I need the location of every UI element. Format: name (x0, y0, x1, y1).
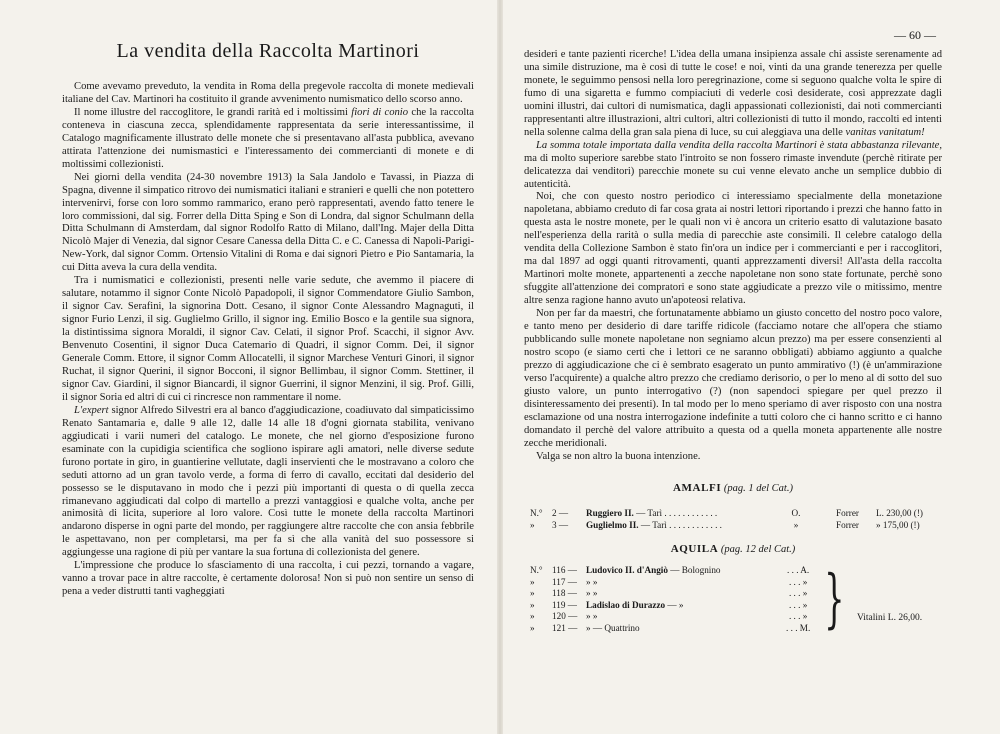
coin-description: Ruggiero II. — Tarì . . . . . . . . . . . . (586, 508, 718, 519)
catalog-section (524, 482, 942, 531)
price: » 175,00 (!) (876, 519, 920, 530)
lot-prefix: » (530, 611, 535, 622)
coin-description: » » (586, 611, 598, 622)
lot-prefix: N.° (530, 508, 543, 519)
left-page-body (62, 81, 474, 599)
metal-mark: . . . » (788, 599, 808, 610)
paragraph: Noi, che con questo nostro periodico ci interessiamo specialmente della monetazione napoletana, abbiamo creduto di far cosa grata ai nostri lettori riportando i prezzi che hanno fatto in questa asta le nostre monete, per le quali non vi è ancora un criterio esatto di valutazione basato nell'esperienza della rarità o sulla media di parecchie aste consimili. Il celebre catalogo della vendita della Collezione Sambon è stato fin'ora un indice per i commercianti e per i raccoglitori, ma dal 1897 ad oggi quanti ritrovamenti, quanti apprezzamenti diversi! All'asta della raccolta Martinori molte monete, appartenenti a zecche napoletane non sono state fortunate, perchè sono sfuggite all'attenzione dei compratori e sono state aggiudicate a prezzo vile o mitissimo, mentre altre senza ragione hanno avuto un'apoteosi relativa. (524, 191, 942, 307)
section-heading (524, 482, 942, 494)
brace-glyph: } (824, 562, 845, 636)
coin-description: Ludovico II. d'Angiò — Bolognino (586, 565, 721, 576)
section-catalog-ref: (pag. 1 del Cat.) (721, 482, 793, 494)
metal-mark: . . . » (788, 576, 808, 587)
lot-prefix: N.° (530, 565, 543, 576)
metal-mark: . . . » (788, 611, 808, 622)
paragraph: Nei giorni della vendita (24-30 novembre 1913) la Sala Jandolo e Tavassi, in Piazza di Spagna, divenne il simpatico ritrovo dei numismatici italiani e stranieri e quelli che non potettero intervenirvi, forse con loro sommo rammarico, erano però rappresentati, avendo fatto tenere le loro commissioni, dal sig. Forrer della Ditta Sping e Son di Londra, dal signor Schulmann della Ditta Schulmann di Amsterdam, dal signor Rodolfo Ratto di Milano, dall'Ing. Majer della Ditta Nicolò Majer di Venezia, dal signor Cesare Canessa della Ditta C. e C. Canessa di Napoli-Parigi-New-York, dal signor Comm. Ortensio Vitalini di Roma e dai signori Pietro e Pio Santamaria, la cui Ditta aveva la cura della vendita. (62, 171, 474, 274)
price-list (524, 482, 942, 634)
buyer: Forrer (836, 508, 859, 519)
paragraph: Non per far da maestri, che fortunatamente abbiamo un giusto concetto del nostro poco valore, e tanto meno per desiderio di dare tariffe ridicole (facciamo notare che all'opera che stiamo pubblicando sulle monete napoletane non segniamo alcun prezzo) ma per essere consenzienti al nostro scopo (e siamo certi che i lettori ce ne saranno obbligati) abbiamo aggiunto a qualche prezzo di aggiudicazione che ci è sembrato esagerato un punto ammirativo (!) (è un'ammirazione verso l'acquirente) a qualche altro prezzo che crediamo derisorio, o per lo meno al di sotto del suo giusto valore, un punto interrogativo (?) (non sapendoci spiegare per quel prezzo il disinteressamento dei presenti). In tal modo per lo meno speriamo di aver risposto con una nostra esclamazione od una nostra interrogazione indefinite a tutti coloro che ci hanno scritto e ci hanno domandato il perchè del valore attribuito a questa od a quella moneta appartenente alle nostre zecche meridionali. (524, 308, 942, 449)
section-heading (524, 543, 942, 555)
coin-description: » — Quattrino (586, 622, 640, 633)
paragraph: L'impressione che produce lo sfasciamento di una raccolta, i cui pezzi, tornando a vagare, vanno a trovar pace in altre raccolte, è certamente dolorosa! Non si può non sentire un senso di pena a veder distrutti tanti vagheggiati (62, 560, 474, 598)
paragraph: desideri e tante pazienti ricerche! L'idea della umana insipienza assale chi assiste serenamente ad una simile distruzione, ma è così di tutte le cose! e noi, vinti da una grande tenerezza per quelle monete, le seguimmo pensosi nella loro peregrinazione, come si seguono qualche volta le spire di fumo di una sigaretta e fummo compiaciuti di vederle così desiderate, così apprezzate dagli uomini illustri, dai cultori di numismatica, dagli appassionati collezionisti, dai noti commercianti rappresentanti altre illustrazioni, altri cultori, altri collezionisti di tutto il mondo, raccolti ed intenti nella solenne calma della gran sala piena di luce, su cui aleggiava una delle vanitas vanitatum! (524, 49, 942, 138)
paragraph: L'expert signor Alfredo Silvestri era al banco d'aggiudicazione, coadiuvato dal simpaticissimo Renato Santamaria e, dalle 9 alle 12, dalle 14 alle 18 d'ogni giornata stabilita, venivano aggiudicati i varii numeri del catalogo. Le monete, che nel giorno d'esposizione furono esaminate con la cupidigia scientifica che sogliono ispirare agli amatori, nelle diverse sedute furono portate in giro, in guantierine vellutate, dagli inservienti che le mostravano a coloro che seduti attorno ad un gran tavolo verde, a forma di ferro di cavallo, eccitati dal desiderio del possesso se le disputavano in modo che i pezzi più importanti di questa o di quella zecca rimanevano aggiudicati dal colpo di martello a prezzi vantaggiosi e qualche volta, anche per animosità di licita, superiore al loro valore. Così tutte le monete della raccolta Martinori andarono disperse in ogni parte del mondo, per raggiungere altre raccolte che con ansia febbrile le aspettavano, non per completarsi, ma per fa sì che alla vanità del suo possessore si aggiungesse una ragione di più per vantare la sua fortuna di collezionista del genere. (62, 404, 474, 559)
paragraph: Valga se non altro la buona intenzione. (536, 450, 701, 462)
italic-phrase: L'expert (74, 404, 109, 416)
lot-number: 118 — (552, 588, 577, 599)
lot-prefix: » (530, 588, 535, 599)
price-table (530, 508, 942, 531)
lot-prefix: » (530, 599, 535, 610)
coin-description: » » (586, 588, 598, 599)
section-catalog-ref: (pag. 12 del Cat.) (718, 543, 796, 555)
italic-phrase: fiori di conio (351, 106, 409, 118)
paragraph: Tra i numismatici e collezionisti, presenti nelle varie sedute, che avemmo il piacere di salutare, notammo il signor Conte Nicolò Papadopoli, il signor Commendatore Giulio Sambon, il signor Cav. Serafini, la signorina Dott. Cesano, il signor Conte Alessandro Magnaguti, il signor Furio Lenzi, il sig. Guglielmo Grillo, il signor ing. Emilio Bosco e la gentile sua signora, la distintissima signora Moraldi, il signor Cav. Celati, il signor Prof. Scacchi, il signor Avv. Benvenuto Cosentini, il signor Duca Catemario di Quadri, il signor Comm. Dei, il signor Generale Comm. Ettore, il signor Comm Allocatelli, il signor Marchese Venturi Ginori, il signor Ruchat, il signor Querini, il signor Bocconi, il signor Bellimbau, il signor Comm. Stettiner, il signor Cav. Giardini, il signor Biancardi, il signor Guerrini, il signor Menzini, il sig. Prof. Gilli, il signor Soria ed altri di cui ci rincresce non rammentare il nome. (62, 275, 474, 403)
section-mint-name: AQUILA (670, 542, 719, 555)
catalog-section (524, 543, 942, 634)
price-table (530, 562, 923, 636)
article-title: La vendita della Raccolta Martinori (116, 40, 420, 62)
coin-description: Ladislao di Durazzo — » (586, 599, 684, 610)
metal-mark: . . . M. (786, 622, 811, 633)
lot-prefix: » (530, 576, 535, 587)
lot-prefix: » (530, 622, 535, 633)
metal-mark: . . . A. (787, 565, 810, 576)
right-page (500, 0, 1000, 734)
lot-number: 117 — (552, 576, 577, 587)
group-brace (810, 562, 923, 636)
ruler-name: Ruggiero II. (586, 508, 634, 519)
group-buyer-price: Vitalini L. 26,00. (856, 612, 923, 623)
table-row (530, 565, 922, 577)
lot-number: 2 — (552, 508, 569, 519)
paragraph: Il nome illustre del raccoglitore, le grandi rarità ed i moltissimi fiori di conio che la raccolta conteneva in ciascuna zecca, splendidamente rappresentata da serie interessantissime, il Catalogo magnificamente illustrato delle monete che si presentavano all'asta pubblica, avevano attirata l'attenzione dei numismastici e l'interessamento dei commercianti di monete e di moltissimi collezionisti. (62, 106, 474, 170)
lot-number: 119 — (552, 599, 577, 610)
ruler-name: Ladislao di Durazzo (586, 599, 666, 610)
lot-number: 121 — (552, 622, 578, 633)
metal-mark: . . . » (788, 588, 808, 599)
buyer: Forrer (836, 519, 859, 530)
lot-prefix: » (530, 519, 535, 530)
section-mint-name: AMALFI (673, 481, 722, 494)
coin-description: Guglielmo II. — Tarì . . . . . . . . . . . . (586, 519, 722, 530)
ruler-name: Ludovico II. d'Angiò (586, 565, 668, 576)
italic-phrase: La somma totale importata dalla vendita della raccolta Martinori è stata abbastanza rilevante, (536, 139, 942, 151)
lot-number: 3 — (552, 519, 569, 530)
paragraph: Come avevamo preveduto, la vendita in Roma della pregevole raccolta di monete medievali italiane del Cav. Martinori ha costituito il grande avvenimento numismatico dello scorso anno. (62, 81, 474, 105)
lot-number: 120 — (552, 611, 578, 622)
coin-description: » » (586, 576, 598, 587)
table-row (530, 508, 942, 520)
paragraph: La somma totale importata dalla vendita della raccolta Martinori è stata abbastanza rilevante, ma di molto superiore sarebbe stato l'introito se non fossero rimaste invendute (perchè ritirate per delicatezza dai venditori) parecchie monete su cui venne elevato anche un semplice dubbio di autenticità. (524, 139, 942, 190)
price: L. 230,00 (!) (876, 508, 923, 519)
metal-mark: » (793, 519, 799, 530)
lot-number: 116 — (552, 565, 577, 576)
italic-phrase: vanitas vanitatum! (845, 126, 925, 138)
metal-mark: O. (791, 508, 801, 519)
page-number: — 60 — (894, 28, 936, 42)
table-row (530, 519, 942, 531)
ruler-name: Guglielmo II. (586, 519, 639, 530)
right-page-body (524, 49, 942, 464)
